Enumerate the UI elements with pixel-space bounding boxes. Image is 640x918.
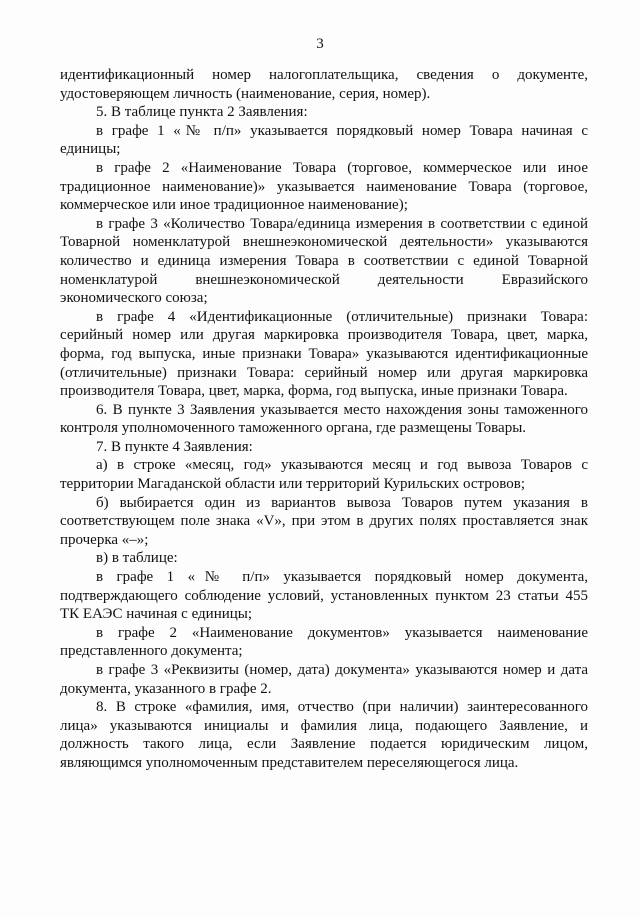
paragraph: 6. В пункте 3 Заявления указывается место нахождения зоны таможенного контроля уполномоченного таможенного органа, где размещены Товары. — [60, 401, 588, 437]
paragraph: в графе 2 «Наименование Товара (торговое, коммерческое или иное традиционное наименование)» указывается наименование Товара (торговое, коммерческое или иное традиционное наименование); — [60, 159, 588, 214]
paragraph: 5. В таблице пункта 2 Заявления: — [96, 104, 308, 121]
paragraph: в графе 1 «№ п/п» указывается порядковый номер документа, подтверждающего соблюдение условий, установленных пунктом 23 статьи 455 ТК ЕАЭС начиная с единицы; — [60, 569, 588, 623]
paragraph: в графе 3 «Реквизиты (номер, дата) документа» указываются номер и дата документа, указанного в графе 2. — [60, 662, 588, 697]
page-number: 3 — [316, 36, 324, 52]
paragraph: в графе 3 «Количество Товара/единица измерения в соответствии с единой Товарной номенклатурой внешнеэкономической деятельности» указываются количество и единица измерения Товара в соответствии с единой Товарной номенклатурой внешнеэкономической деятельности Евразийского экономического союза; — [60, 215, 588, 307]
paragraph: в) в таблице: — [96, 550, 178, 567]
paragraph: 8. В строке «фамилия, имя, отчество (при наличии) заинтересованного лица» указываются инициалы и фамилия лица, подающего Заявление, и должность такого лица, если Заявление подается юридическим лицом, являющимся уполномоченным представителем переселяющегося лица. — [60, 699, 588, 771]
paragraph: в графе 2 «Наименование документов» указывается наименование представленного документа; — [60, 624, 588, 660]
paragraph: в графе 4 «Идентификационные (отличительные) признаки Товара: серийный номер или другая маркировка производителя Товара, цвет, марка, форма, год выпуска, иные признаки Товара» указываются идентификационные (отличительные) признаки Товара: серийный номер или другая маркировка производителя Товара, цвет, марка, форма, год выпуска, иные признаки Товара. — [60, 308, 588, 400]
paragraph: б) выбирается один из вариантов вывоза Товаров путем указания в соответствующем поле знака «V», при этом в других полях проставляется знак прочерка «–»; — [60, 494, 588, 548]
paragraph: в графе 1 «№ п/п» указывается порядковый номер Товара начиная с единицы; — [60, 122, 588, 158]
paragraph: 7. В пункте 4 Заявления: — [96, 438, 253, 455]
paragraph: а) в строке «месяц, год» указываются месяц и год вывоза Товаров с территории Магаданской области или территорий Курильских островов; — [60, 457, 588, 493]
document-body — [60, 66, 588, 773]
paragraph: идентификационный номер налогоплательщика, сведения о документе, удостоверяющем личность (наименование, серия, номер). — [60, 67, 588, 102]
